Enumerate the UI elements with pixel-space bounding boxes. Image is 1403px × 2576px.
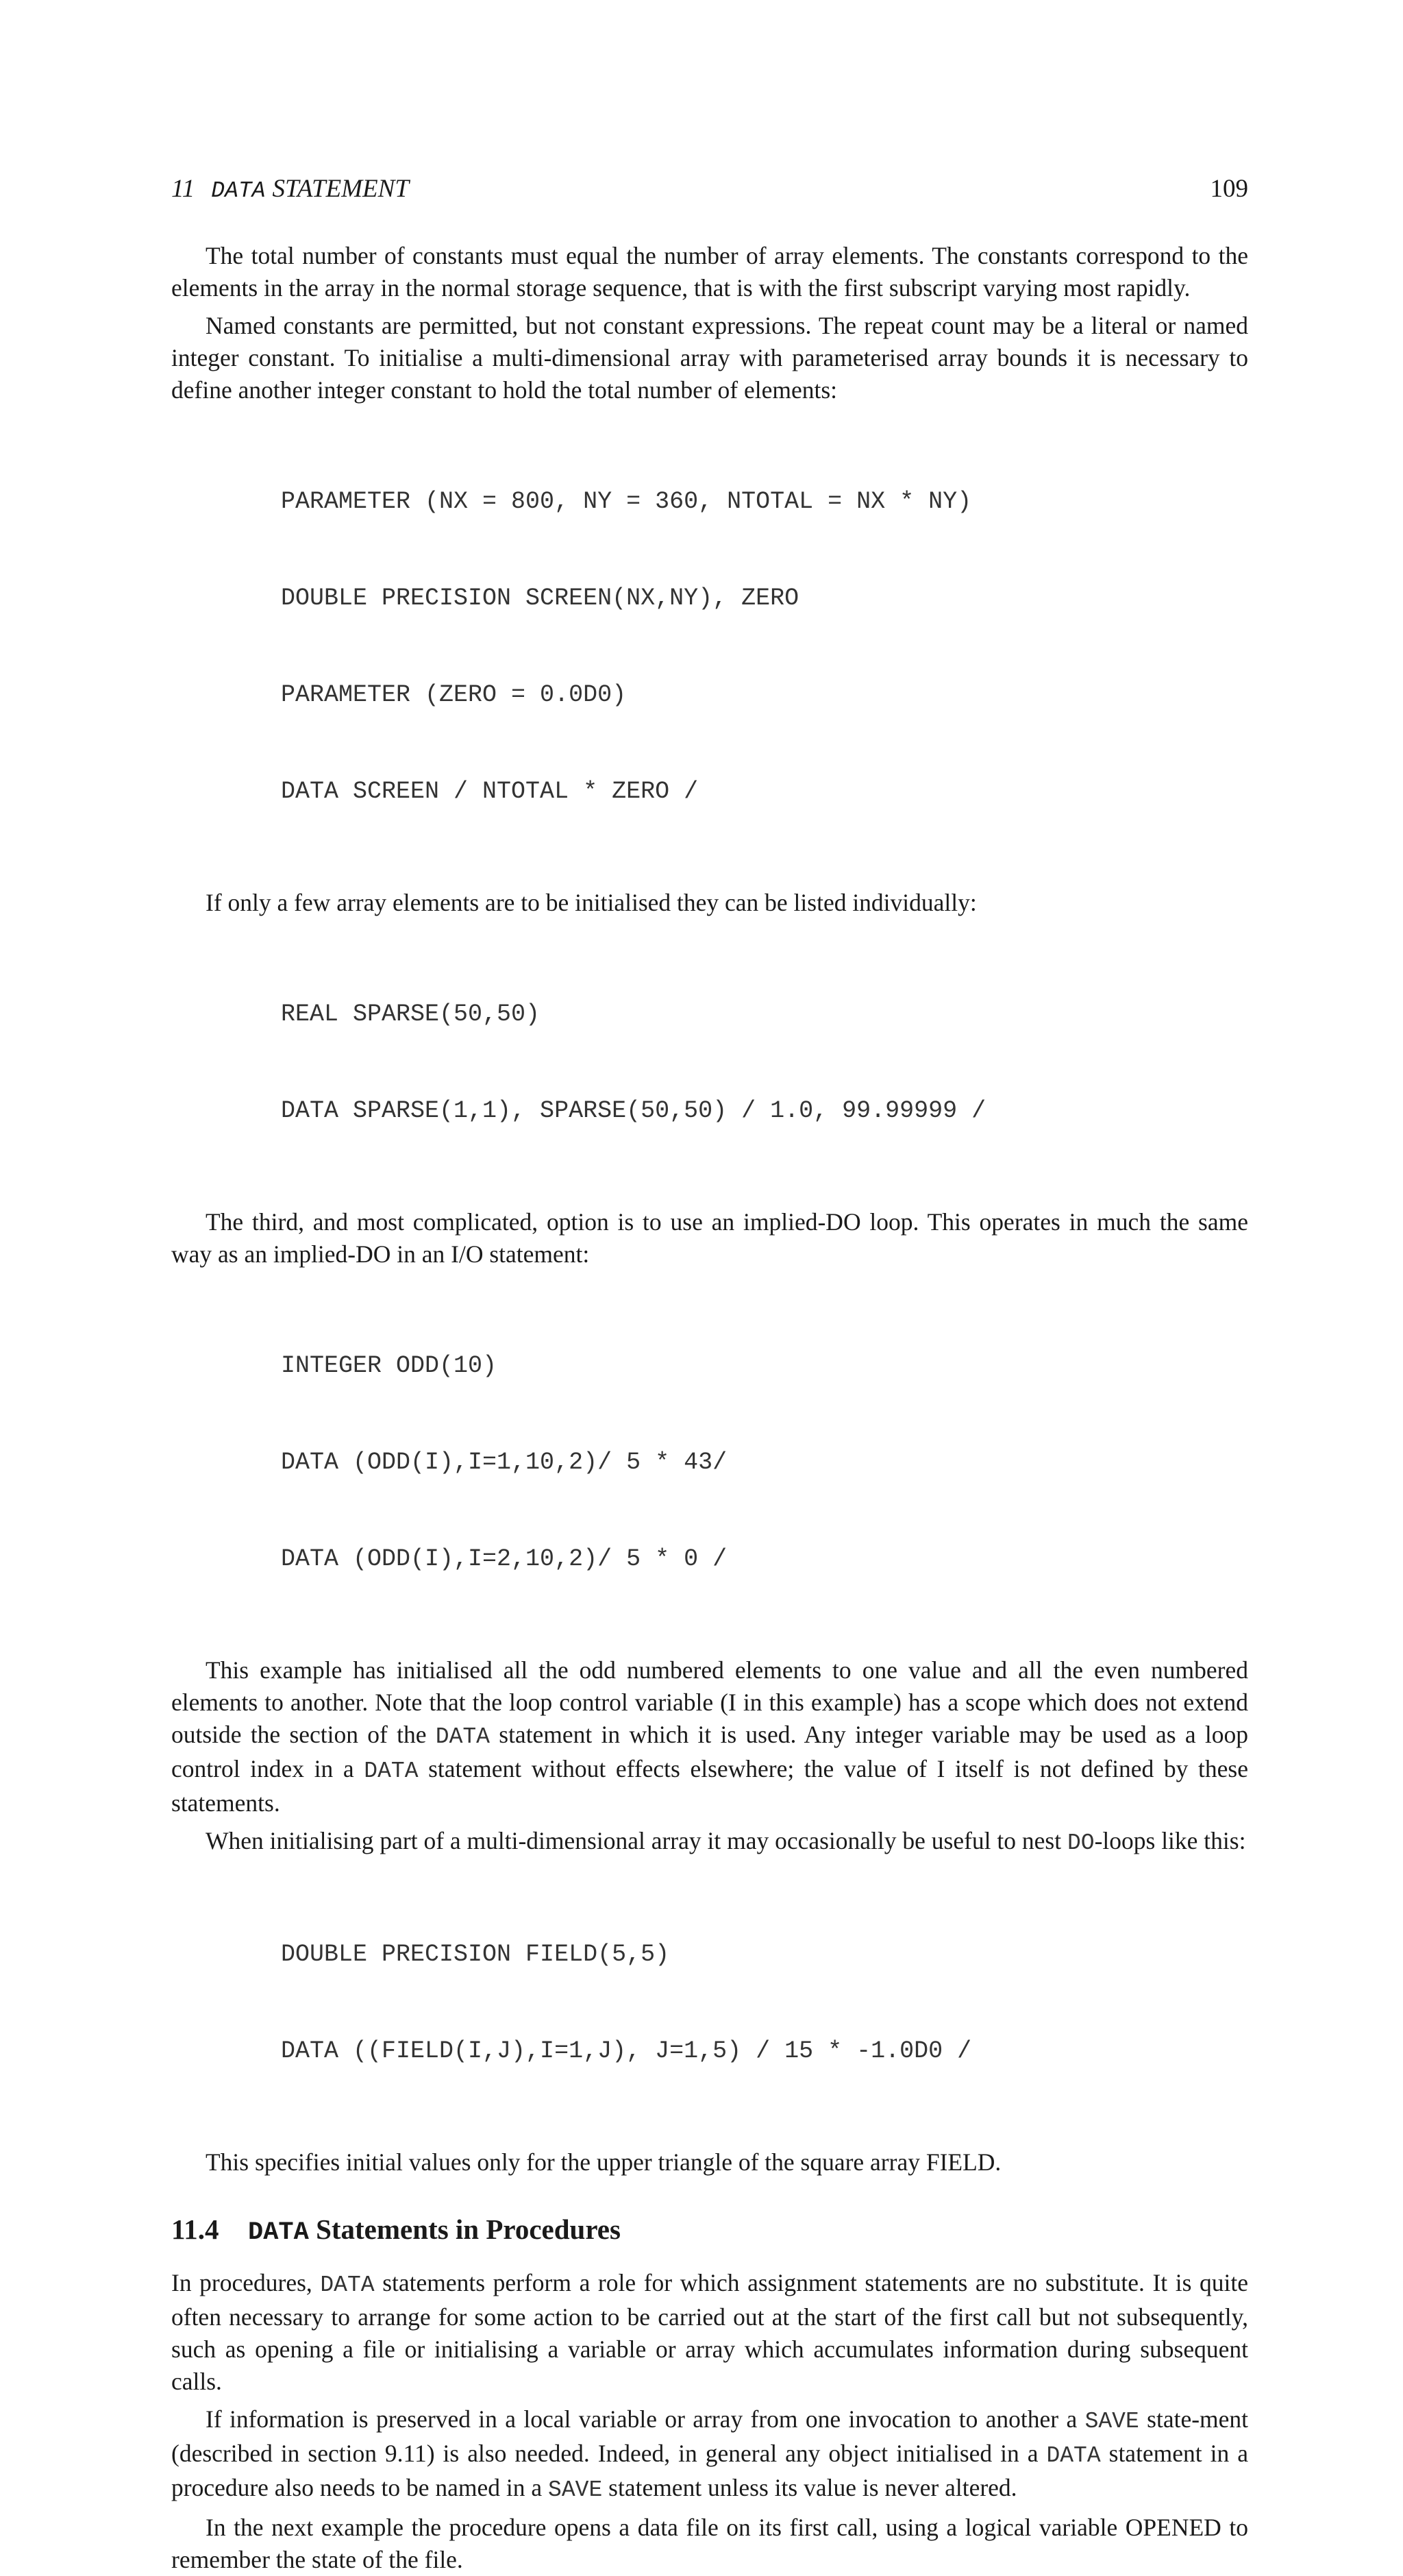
- code-line: PARAMETER (ZERO = 0.0D0): [281, 681, 627, 709]
- text-run: statement in a procedure also needs to be named in a: [171, 2440, 1248, 2501]
- text-run: -loops like this:: [1094, 1827, 1246, 1854]
- inline-code: DATA: [435, 1724, 490, 1750]
- code-line: DATA (ODD(I),I=1,10,2)/ 5 * 43/: [281, 1449, 728, 1476]
- text-run: statements perform a role for which assignment statements are no substitute. It is quite often necessary to arrange for some action to be carried out at the start of the first call but not subsequently, such as opening a file or initialising a variable or array which accumulates information during subsequent calls.: [171, 2269, 1248, 2395]
- paragraph-upper-triangle: This specifies initial values only for the upper triangle of the square array FIELD.: [206, 2148, 1002, 2176]
- text-run: If information is preserved in a local variable or array from one invocation to another a: [206, 2405, 1085, 2433]
- text-run: statement in which it is used. Any integer variable may be used as a loop control index in a: [171, 1721, 1248, 1782]
- chapter-title: STATEMENT: [272, 175, 409, 203]
- text-run: statement without effects elsewhere; the value of I itself is not defined by these statements.: [171, 1755, 1248, 1817]
- paragraph-storage-sequence: The total number of constants must equal the number of array elements. The constants correspond to the elements in the array in the normal storage sequence, that is with the first subscript varying most rapidly.: [171, 242, 1248, 302]
- text-run: statement unless its value is never altered.: [602, 2474, 1017, 2501]
- paragraph-nest-do-loops: [171, 1825, 1248, 1859]
- code-block-field: [281, 1874, 1248, 2132]
- page-number: 109: [1210, 175, 1248, 203]
- inline-code: DATA: [320, 2272, 375, 2298]
- paragraph-save-statement: [171, 2403, 1248, 2506]
- page: [171, 171, 1248, 2576]
- inline-code: DATA: [364, 1758, 419, 1784]
- code-line: DATA SPARSE(1,1), SPARSE(50,50) / 1.0, 99.99999 /: [281, 1097, 986, 1125]
- code-block-parameter: [281, 421, 1248, 872]
- code-line: DATA (ODD(I),I=2,10,2)/ 5 * 0 /: [281, 1545, 728, 1573]
- text-run: state-ment (described in section 9.11) is also needed. Indeed, in general any object initialised in a: [171, 2405, 1249, 2467]
- paragraph-in-procedures: [171, 2267, 1248, 2398]
- code-line: DATA ((FIELD(I,J),I=1,J), J=1,5) / 15 * -1.0D0 /: [281, 2037, 972, 2065]
- paragraph-next-example: In the next example the procedure opens a data file on its first call, using a logical variable OPENED to remember the state of the file.: [171, 2514, 1248, 2573]
- inline-code: DO: [1067, 1830, 1095, 1856]
- paragraph-named-constants: Named constants are permitted, but not constant expressions. The repeat count may be a literal or named integer constant. To initialise a multi-dimensional array with parameterised array bounds it is necessary to define another integer constant to hold the total number of elements:: [171, 312, 1248, 404]
- section-title: Statements in Procedures: [316, 2213, 621, 2245]
- section-number: 11.4: [171, 2213, 219, 2245]
- code-line: DOUBLE PRECISION SCREEN(NX,NY), ZERO: [281, 585, 799, 612]
- text-run: When initialising part of a multi-dimensional array it may occasionally be useful to nest: [206, 1827, 1067, 1854]
- code-line: DOUBLE PRECISION FIELD(5,5): [281, 1941, 670, 1968]
- text-run: In procedures,: [171, 2269, 321, 2296]
- paragraph-implied-do: The third, and most complicated, option is to use an implied-DO loop. This operates in much the same way as an implied-DO in an I/O statement:: [171, 1208, 1248, 1268]
- inline-code: DATA: [1046, 2443, 1101, 2468]
- code-line: PARAMETER (NX = 800, NY = 360, NTOTAL = NX * NY): [281, 488, 972, 515]
- code-line: REAL SPARSE(50,50): [281, 1001, 541, 1028]
- code-block-odd: [281, 1286, 1248, 1640]
- section-heading: [171, 2210, 1248, 2252]
- chapter-keyword: DATA: [211, 178, 266, 204]
- code-block-sparse: [281, 934, 1248, 1192]
- inline-code: SAVE: [1084, 2409, 1139, 2434]
- section-keyword: DATA: [248, 2218, 309, 2247]
- chapter-number: 11: [171, 175, 195, 203]
- code-line: DATA SCREEN / NTOTAL * ZERO /: [281, 778, 699, 805]
- paragraph-listed-individually: If only a few array elements are to be initialised they can be listed individually:: [206, 889, 977, 916]
- paragraph-loop-control: [171, 1654, 1248, 1819]
- code-line: INTEGER ODD(10): [281, 1352, 497, 1379]
- inline-code: SAVE: [548, 2477, 603, 2503]
- running-header: [171, 171, 1248, 207]
- chapter-heading: [171, 171, 409, 209]
- text-run: This example has initialised all the odd numbered elements to one value and all the even numbered elements to another. Note that the loop control variable (I in this example) has a scope which does not extend outside the section of the: [171, 1656, 1248, 1748]
